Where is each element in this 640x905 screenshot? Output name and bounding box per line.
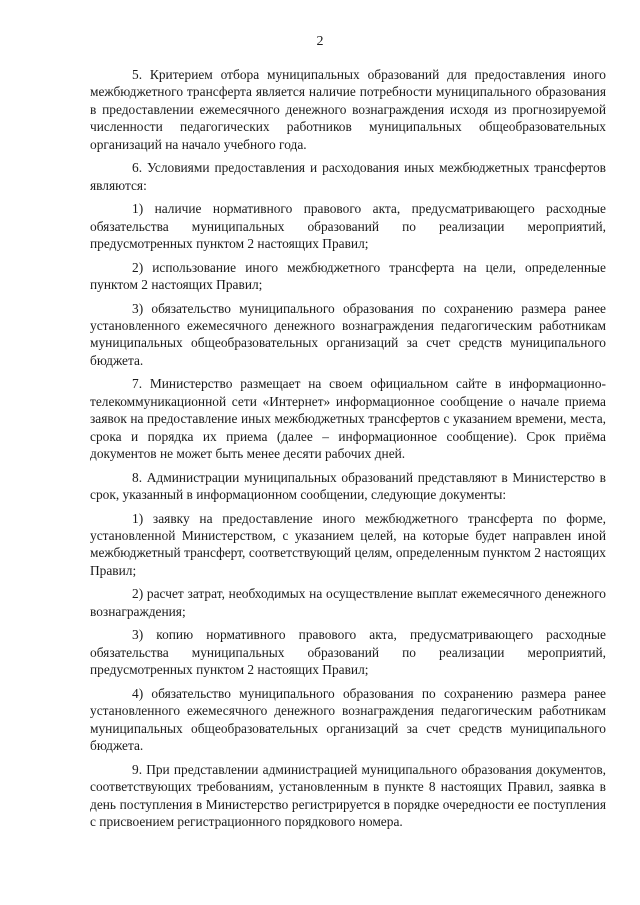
paragraph-documents-item-2: 2) расчет затрат, необходимых на осуществление выплат ежемесячного денежного вознаграждения; <box>90 586 606 619</box>
paragraph-conditions-item-1: 1) наличие нормативного правового акта, предусматривающего расходные обязательства муниципальных образований по реализации мероприятий, предусмотренных пунктом 2 настоящих Правил; <box>90 201 606 252</box>
paragraph-conditions-item-2: 2) использование иного межбюджетного трансферта на цели, определенные пунктом 2 настоящих Правил; <box>90 259 606 293</box>
paragraph-conditions: 6. Условиями предоставления и расходования иных межбюджетных трансфертов являются: <box>90 160 606 193</box>
paragraph-documents: 8. Администрации муниципальных образований представляют в Министерство в срок, указанный в информационном сообщении, следующие документы: <box>90 469 606 503</box>
page-number: 2 <box>316 34 324 49</box>
paragraph-documents-item-4: 4) обязательство муниципального образования по сохранению размера ранее установленного ежемесячного денежного вознаграждения педагогическим работникам муниципальных общеобразовательных организаций за счет средств муниципального бюджета. <box>90 685 606 754</box>
paragraph-conditions-item-3: 3) обязательство муниципального образования по сохранению размера ранее установленного ежемесячного денежного вознаграждения педагогическим работникам муниципальных общеобразовательных организаций за счет средств муниципального бюджета. <box>90 300 606 368</box>
document-body <box>90 66 606 830</box>
paragraph-criteria: 5. Критерием отбора муниципальных образований для предоставления иного межбюджетного трансферта является наличие потребности муниципального образования в предоставлении ежемесячного денежного вознаграждения исходя из прогнозируемой численности педагогических работников муниципальных общеобразовательных организаций на начало учебного года. <box>90 67 606 152</box>
paragraph-documents-item-3: 3) копию нормативного правового акта, предусматривающего расходные обязательства муниципальных образований по реализации мероприятий, предусмотренных пунктом 2 настоящих Правил; <box>90 627 606 678</box>
paragraph-documents-item-1: 1) заявку на предоставление иного межбюджетного трансферта по форме, установленной Министерством, с указанием целей, на которые будет направлен иной межбюджетный трансферт, соответствующий целям, определенным пунктом 2 настоящих Правил; <box>90 510 606 578</box>
paragraph-registration: 9. При представлении администрацией муниципального образования документов, соответствующих требованиям, установленным в пункте 8 настоящих Правил, заявка в день поступления в Министерство регистрируется в порядке очередности ее поступления с присвоением регистрационного порядкового номера. <box>90 761 606 829</box>
paragraph-ministry-notice: 7. Министерство размещает на своем официальном сайте в информационно-телекоммуникационной сети «Интернет» информационное сообщение о начале приема заявок на предоставление иных межбюджетных трансфертов с указанием времени, места, срока и порядка их приема (далее – информационное сообщение). Срок приёма документов не может быть менее десяти рабочих дней. <box>90 376 606 462</box>
